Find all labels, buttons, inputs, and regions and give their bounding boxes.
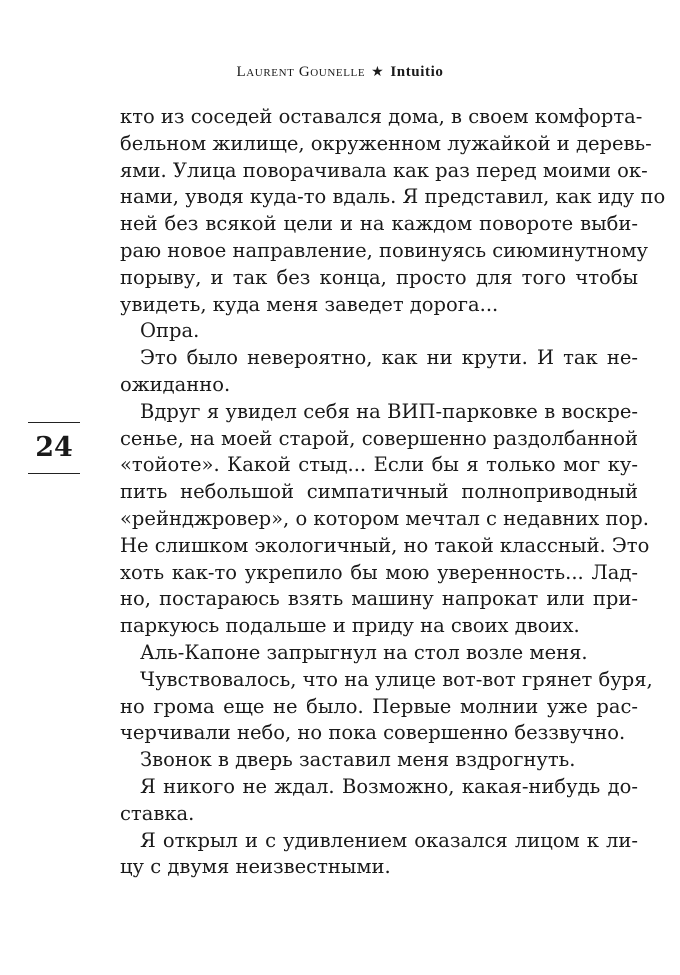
text-line: ней без всякой цели и на каждом повороте выби- xyxy=(120,212,638,236)
text-line: порыву, и так без конца, просто для того чтобы xyxy=(120,265,638,289)
text-line: Я никого не ждал. Возможно, какая-нибудь до- xyxy=(140,774,638,798)
header-title: Intuitio xyxy=(390,64,444,80)
text-line: Вдруг я увидел себя на ВИП-парковке в воскре- xyxy=(140,399,638,423)
text-line: кто из соседей оставался дома, в своем комфорта- xyxy=(120,105,643,128)
text-line: Опра. xyxy=(140,319,200,343)
text-line: Я открыл и с удивлением оказался лицом к ли- xyxy=(140,828,638,852)
header-author: Laurent Gounelle xyxy=(236,64,366,80)
text-line: но, постараюсь взять машину напрокат или при- xyxy=(120,587,638,611)
text-line: Чувствовалось, что на улице вот-вот грянет буря, xyxy=(140,667,653,691)
text-line: хоть как-то укрепило бы мою уверенность... Лад- xyxy=(120,560,638,584)
text-line: увидеть, куда меня заведет дорога... xyxy=(120,292,499,316)
text-line: сенье, на моей старой, совершенно раздолбанной xyxy=(120,426,638,450)
text-line: ставка. xyxy=(120,801,195,825)
text-line: Не слишком экологичный, но такой классный. Это xyxy=(120,533,650,557)
text-line: «рейнджровер», о котором мечтал с недавних пор. xyxy=(120,506,649,530)
running-header xyxy=(0,64,680,81)
text-line: но грома еще не было. Первые молнии уже рас- xyxy=(120,694,638,718)
text-line: Это было невероятно, как ни крути. И так не- xyxy=(140,346,638,370)
text-line: черчивали небо, но пока совершенно беззвучно. xyxy=(120,721,626,745)
text-line: пить небольшой симпатичный полноприводный xyxy=(120,480,638,504)
page-number: 24 xyxy=(28,422,80,474)
text-line: бельном жилище, окруженном лужайкой и деревь- xyxy=(120,131,652,155)
star-icon: ★ xyxy=(371,65,385,80)
text-line: нами, уводя куда-то вдаль. Я представил, как иду по xyxy=(120,185,666,209)
text-line: Аль-Капоне запрыгнул на стол возле меня. xyxy=(140,640,588,664)
text-line: ожиданно. xyxy=(120,372,231,396)
text-line: ями. Улица поворачивала как раз перед моими ок- xyxy=(120,158,648,182)
text-line: паркуюсь подальше и приду на своих двоих. xyxy=(120,614,580,638)
text-line: «тойоте». Какой стыд... Если бы я только мог ку- xyxy=(120,453,638,477)
text-line: Звонок в дверь заставил меня вздрогнуть. xyxy=(140,748,576,772)
body-text xyxy=(120,104,666,881)
text-line: раю новое направление, повинуясь сиюминутному xyxy=(120,238,648,262)
text-line: цу с двумя неизвестными. xyxy=(120,855,391,879)
